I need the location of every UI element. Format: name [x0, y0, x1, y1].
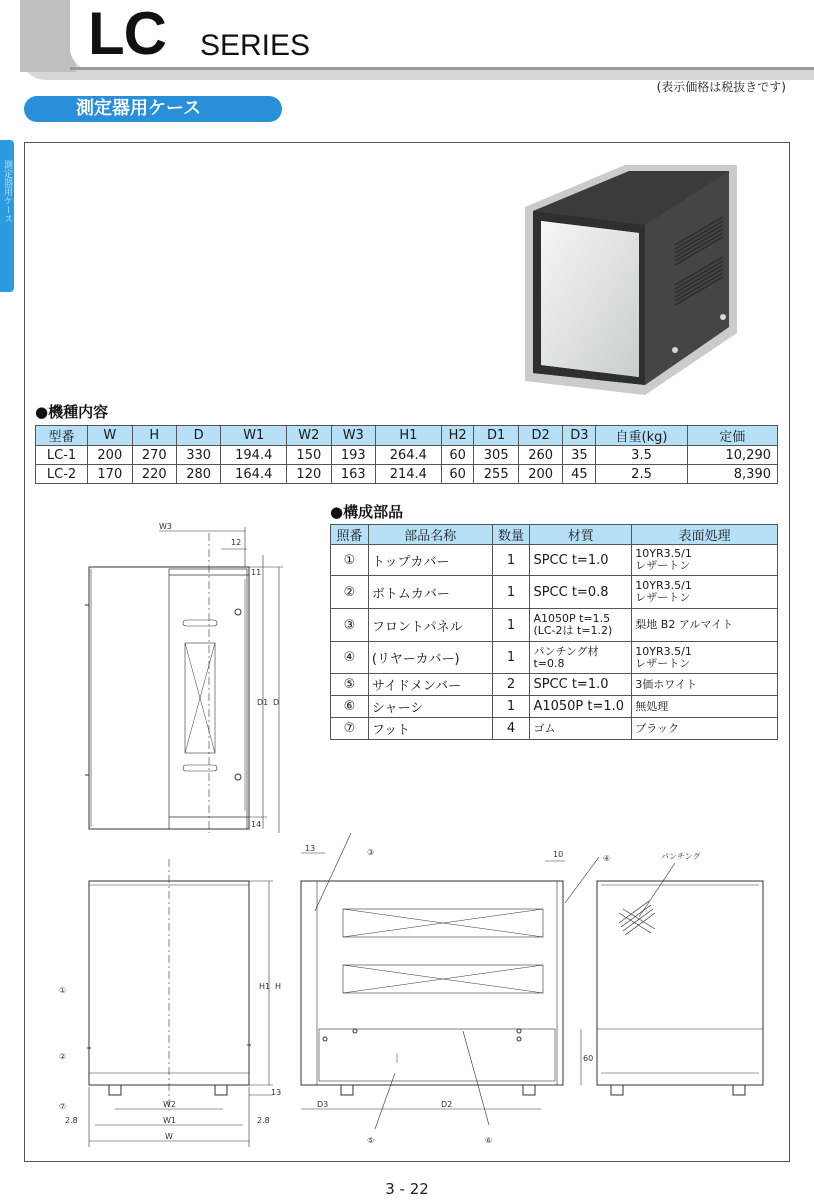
part-no: ①: [331, 545, 369, 576]
part-material-line: (LC-2は t=1.2): [533, 624, 613, 637]
part-finish-line: 10YR3.5/1: [635, 644, 692, 658]
part-no: ③: [331, 609, 369, 642]
part-no: ②: [331, 576, 369, 609]
cell: 60: [441, 446, 474, 465]
part-name: フット: [368, 718, 492, 740]
part-name: フロントパネル: [368, 609, 492, 642]
part-material-line: パンチング材: [533, 644, 599, 658]
dim-d3: D3: [317, 1100, 329, 1109]
cell: 280: [176, 465, 220, 484]
cell: 220: [132, 465, 176, 484]
cell: 193: [331, 446, 375, 465]
cell: 270: [132, 446, 176, 465]
spec-col-price: 定価: [687, 426, 777, 446]
tax-note: (表示価格は税抜きです): [656, 80, 786, 94]
part-finish-line: 3価ホワイト: [635, 677, 697, 691]
side-view-drawing: [301, 833, 599, 1129]
part-no: ⑦: [331, 718, 369, 740]
dim-w: W: [165, 1132, 173, 1141]
spec-col-h: H: [132, 426, 176, 446]
cell: 60: [441, 465, 474, 484]
dim-10: 10: [553, 850, 564, 859]
part-material-line: SPCC t=1.0: [533, 552, 609, 568]
dim-2-8-left: 2.8: [65, 1116, 78, 1125]
part-material-line: A1050P t=1.5: [533, 612, 611, 625]
page-header: [0, 0, 814, 72]
dim-h1: H1: [259, 982, 271, 991]
callout-5: ⑤: [367, 1136, 375, 1145]
callout-4: ④: [603, 854, 611, 863]
parts-col-qty: 数量: [492, 525, 530, 545]
header-accent: [20, 0, 76, 72]
part-qty: 2: [492, 674, 530, 696]
cell: 264.4: [375, 446, 441, 465]
dim-60: 60: [583, 1054, 594, 1063]
callout-3: ③: [367, 848, 375, 857]
spec-col-w1: W1: [221, 426, 287, 446]
cell: 214.4: [375, 465, 441, 484]
series-code: LC: [88, 0, 166, 67]
spec-col-w3: W3: [331, 426, 375, 446]
part-finish-line: ブラック: [635, 721, 680, 735]
spec-col-d3: D3: [563, 426, 596, 446]
callout-6: ⑥: [485, 1136, 493, 1145]
dim-w2: W2: [163, 1100, 176, 1109]
part-name: サイドメンバー: [368, 674, 492, 696]
spec-col-weight: 自重(kg): [596, 426, 687, 446]
part-material-line: t=0.8: [533, 656, 565, 670]
part-finish-line: レザートン: [635, 591, 691, 604]
parts-col-no: 照番: [331, 525, 369, 545]
cell: 194.4: [221, 446, 287, 465]
part-name: トップカバー: [368, 545, 492, 576]
cell: 45: [563, 465, 596, 484]
series-label: SERIES: [200, 29, 311, 62]
callout-1: ①: [59, 986, 67, 995]
part-name: (リヤーカバー): [368, 642, 492, 674]
side-index-tab[interactable]: [0, 140, 14, 292]
dim-14: 14: [251, 820, 262, 829]
part-qty: 1: [492, 642, 530, 674]
callout-2: ②: [59, 1052, 67, 1061]
category-pill: 測定器用ケース: [24, 96, 282, 122]
cell: 2.5: [596, 465, 687, 484]
spec-col-h1: H1: [375, 426, 441, 446]
dim-11: 11: [251, 568, 262, 577]
part-material-line: SPCC t=1.0: [533, 677, 609, 692]
cell: 260: [518, 446, 562, 465]
technical-drawing: [25, 143, 789, 1161]
spec-section-title: ●機種内容: [35, 403, 109, 421]
part-qty: 1: [492, 696, 530, 718]
front-view-drawing: [87, 859, 273, 1147]
cell: 200: [518, 465, 562, 484]
cell: 35: [563, 446, 596, 465]
parts-section-title: ●構成部品: [330, 503, 404, 521]
header-panel: [70, 0, 814, 70]
spec-col-d: D: [176, 426, 220, 446]
header-rule: [70, 67, 814, 70]
part-material-line: ゴム: [533, 721, 556, 735]
part-no: ④: [331, 642, 369, 674]
cell: 255: [474, 465, 518, 484]
callout-7: ⑦: [59, 1102, 67, 1111]
cell: 163: [331, 465, 375, 484]
dim-w3: W3: [159, 522, 172, 531]
dim-d2: D2: [441, 1100, 453, 1109]
part-qty: 1: [492, 545, 530, 576]
dim-13-front: 13: [271, 1088, 282, 1097]
cell: 150: [287, 446, 331, 465]
part-finish-line: 梨地 B2 アルマイト: [635, 618, 734, 631]
part-name: ボトムカバー: [368, 576, 492, 609]
page-number: 3 - 22: [385, 1180, 429, 1198]
part-finish-line: レザートン: [635, 656, 691, 670]
side-tab-label: 測定器用ケース: [2, 160, 12, 223]
part-material-line: SPCC t=0.8: [533, 584, 609, 600]
cell: 330: [176, 446, 220, 465]
spec-col-h2: H2: [441, 426, 474, 446]
spec-col-d2: D2: [518, 426, 562, 446]
part-qty: 1: [492, 609, 530, 642]
cell: 305: [474, 446, 518, 465]
dim-h: H: [275, 982, 282, 991]
part-qty: 4: [492, 718, 530, 740]
spec-col-w2: W2: [287, 426, 331, 446]
cell: 170: [88, 465, 132, 484]
part-no: ⑤: [331, 674, 369, 696]
part-finish-line: 無処理: [635, 699, 669, 713]
cell: 10,290: [687, 446, 777, 465]
part-finish-line: レザートン: [635, 559, 691, 572]
part-qty: 1: [492, 576, 530, 609]
dim-w1: W1: [163, 1116, 176, 1125]
dim-d1: D1: [257, 698, 269, 707]
parts-col-finish: 表面処理: [632, 525, 778, 545]
part-no: ⑥: [331, 696, 369, 718]
part-name: シャーシ: [368, 696, 492, 718]
rear-view-drawing: [597, 863, 763, 1095]
cell: 8,390: [687, 465, 777, 484]
parts-col-material: 材質: [530, 525, 632, 545]
part-material-line: A1050P t=1.0: [533, 699, 625, 714]
punching-label: パンチング: [661, 852, 701, 861]
cell: LC-1: [36, 446, 88, 465]
part-finish-line: 10YR3.5/1: [635, 547, 692, 560]
cell: 3.5: [596, 446, 687, 465]
cell: 164.4: [221, 465, 287, 484]
cell: 120: [287, 465, 331, 484]
cell: LC-2: [36, 465, 88, 484]
spec-col-model: 型番: [36, 426, 88, 446]
content-frame: [24, 142, 790, 1162]
drawing-labels: [59, 522, 700, 1145]
part-finish-line: 10YR3.5/1: [635, 579, 692, 592]
parts-col-name: 部品名称: [368, 525, 492, 545]
cell: 200: [88, 446, 132, 465]
spec-col-d1: D1: [474, 426, 518, 446]
spec-col-w: W: [88, 426, 132, 446]
dim-13-side: 13: [305, 844, 316, 853]
dim-d: D: [273, 698, 280, 707]
dim-2-8-right: 2.8: [257, 1116, 270, 1125]
dim-12: 12: [231, 538, 242, 547]
